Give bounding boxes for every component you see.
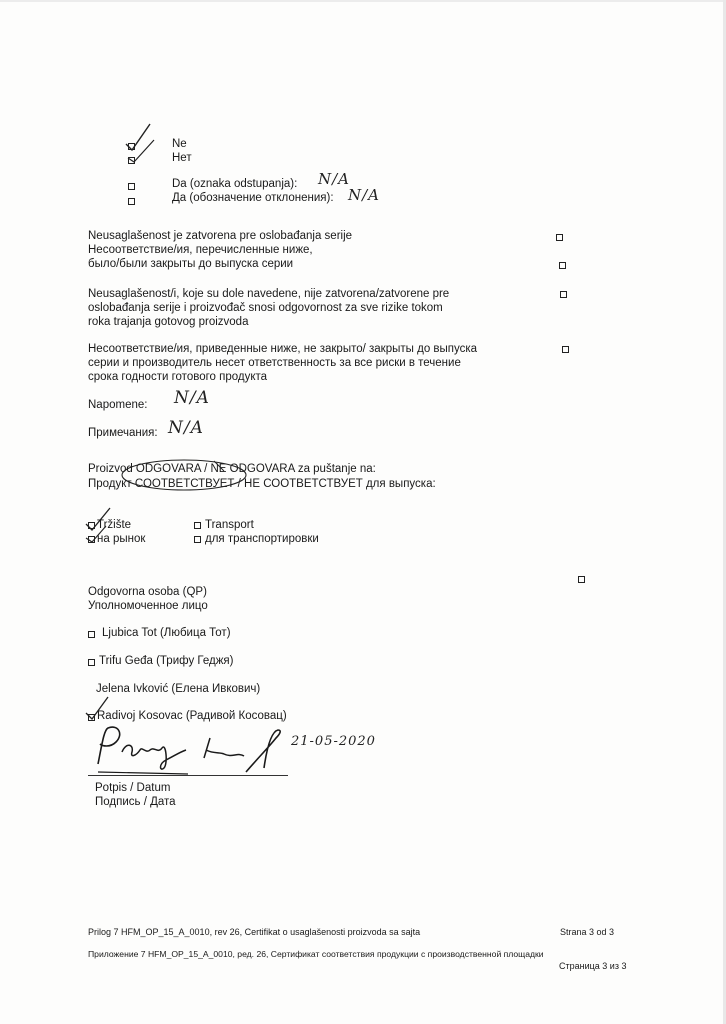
statement-2-line-2: oslobađanja serije i proizvođač snosi odgovornost za sve rizike tokom xyxy=(88,302,443,314)
check-mark-qp-icon xyxy=(84,697,114,721)
statement-1-cyr-checkbox[interactable] xyxy=(559,262,566,269)
qp-1-name: Ljubica Tot (Любица Тот) xyxy=(102,627,231,639)
signature-date-handwritten: 21-05-2020 xyxy=(291,734,376,749)
statement-3-line-3: срока годности готового продукта xyxy=(88,371,268,383)
signature-label-cyr: Подпись / Дата xyxy=(95,796,176,808)
statement-3-checkbox[interactable] xyxy=(562,346,569,353)
signature-line xyxy=(88,775,288,776)
statement-1-line-3: было/были закрыты до выпуска серии xyxy=(88,258,294,270)
rynok-label: на рынок xyxy=(97,533,146,545)
qp-3-name: Jelena Ivković (Елена Ивкович) xyxy=(96,683,261,695)
statement-3-line-1: Несоответствие/ия, приведенные ниже, не закрыто/ закрыты до выпуска xyxy=(88,343,478,355)
trziste-label: Tržište xyxy=(97,519,132,531)
stray-checkbox xyxy=(578,576,585,583)
footer-page-lat: Strana 3 od 3 xyxy=(560,927,615,937)
qp-4-name: Radivoj Kosovac (Радивой Косовац) xyxy=(97,710,287,722)
handwritten-na-2: N/A xyxy=(348,186,381,204)
statement-2-line-1: Neusaglašenost/i, koje su dole navedene, nije zatvorena/zatvorene pre xyxy=(88,288,450,300)
qp-title-lat: Odgovorna osoba (QP) xyxy=(88,586,207,598)
footer-cyr: Приложение 7 HFM_OP_15_A_0010, ред. 26, Сертификат соответствия продукции с производственной площадки xyxy=(88,949,544,959)
transport-label: Transport xyxy=(205,519,254,531)
statement-2-checkbox[interactable] xyxy=(560,291,567,298)
napomene-handwritten: N/A xyxy=(174,388,210,408)
ne-label: Ne xyxy=(172,138,187,150)
statement-1-checkbox[interactable] xyxy=(556,234,563,241)
footer-page-cyr: Страница 3 из 3 xyxy=(559,961,627,971)
da-checkbox[interactable] xyxy=(128,183,135,190)
statement-3-line-2: серии и производитель несет ответственность за все риски в течение xyxy=(88,357,461,369)
signature-label-lat: Potpis / Datum xyxy=(95,782,171,794)
product-conformity-lat: Proizvod ODGOVARA / NE ODGOVARA za puštanje na: xyxy=(88,463,376,475)
primechaniya-label: Примечания: xyxy=(88,427,158,439)
statement-2-line-3: roka trajanja gotovog proizvoda xyxy=(88,316,249,328)
scan-top-edge xyxy=(0,0,726,2)
statement-1-line-1: Neusaglašenost je zatvorena pre oslobađanja serije xyxy=(88,230,353,242)
da-cyr-checkbox[interactable] xyxy=(128,198,135,205)
napomene-label: Napomene: xyxy=(88,399,148,411)
da-label: Da (oznaka odstupanja): xyxy=(172,178,298,190)
product-conformity-cyr: Продукт СООТВЕТСТВУЕТ / НЕ СООТВЕТСТВУЕТ для выпуска: xyxy=(88,478,436,490)
net-label: Нет xyxy=(172,152,192,164)
statement-1-line-2: Несоответствие/ия, перечисленные ниже, xyxy=(88,244,313,256)
primechaniya-handwritten: N/A xyxy=(168,418,204,438)
qp-2-checkbox[interactable] xyxy=(88,659,95,666)
handwritten-na-1: N/A xyxy=(318,170,351,188)
qp-title-cyr: Уполномоченное лицо xyxy=(88,600,208,612)
check-mark-icon xyxy=(124,122,164,162)
transport-checkbox[interactable] xyxy=(194,522,201,529)
qp-1-checkbox[interactable] xyxy=(88,631,95,638)
footer-lat: Prilog 7 HFM_OP_15_A_0010, rev 26, Certifikat o usaglašenosti proizvoda sa sajta xyxy=(88,927,421,937)
da-cyr-label: Да (обозначение отклонения): xyxy=(172,192,334,204)
circle-mark-icon xyxy=(124,457,264,493)
transport-cyr-checkbox[interactable] xyxy=(194,536,201,543)
transport-cyr-label: для транспортировки xyxy=(205,533,319,545)
qp-2-name: Trifu Geđa (Трифу Геджя) xyxy=(99,655,234,667)
